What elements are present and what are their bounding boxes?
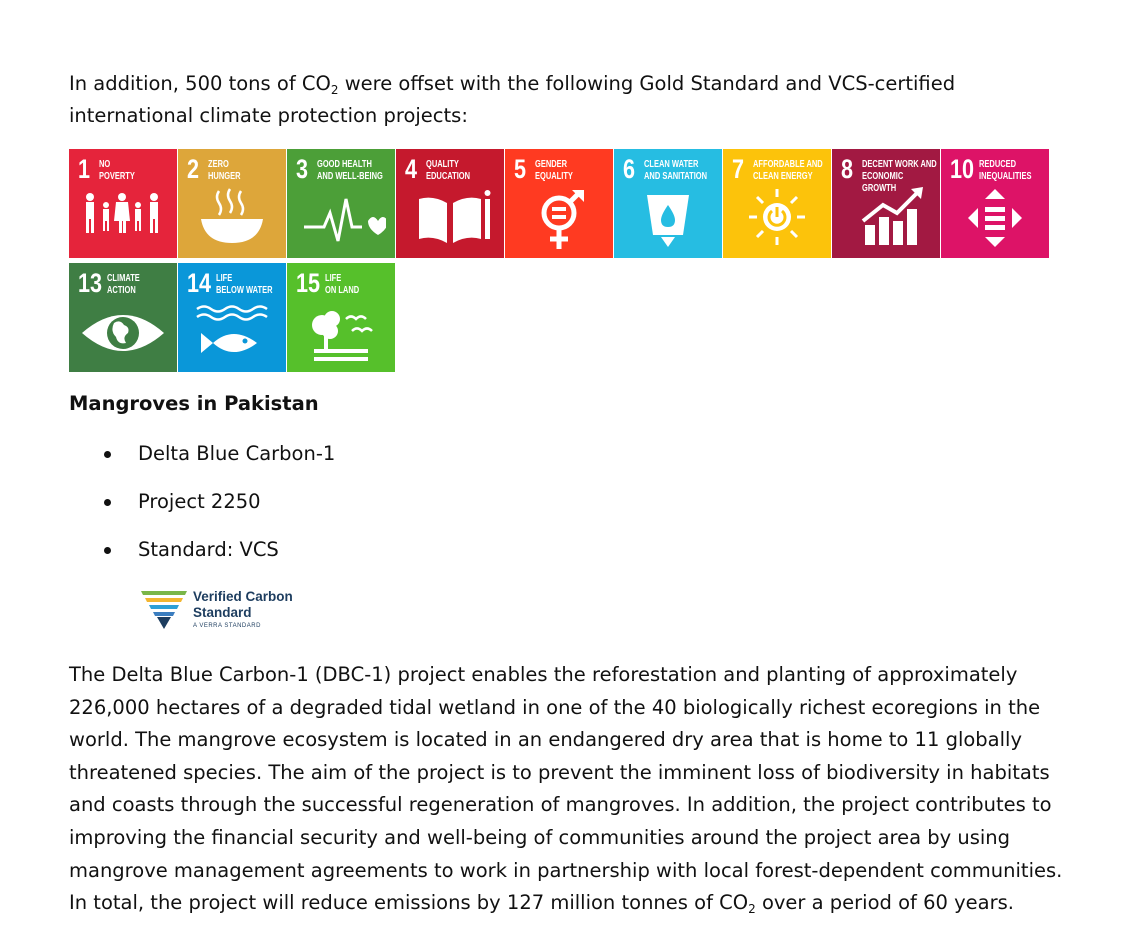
list-item-text: Project 2250 — [138, 490, 261, 513]
sdg-tile-1 — [69, 149, 177, 258]
sdg-row-1 — [69, 149, 1053, 258]
family-icon — [78, 187, 168, 251]
sdg-tile-13 — [69, 263, 177, 372]
intro-paragraph — [69, 68, 1069, 132]
sdg-row-2 — [69, 263, 1053, 372]
vcs-logo-line2: Standard — [193, 605, 252, 620]
sdg-label: CLEAN WATER AND SANITATION — [644, 159, 708, 182]
description-text: The Delta Blue Carbon-1 (DBC-1) project enables the reforestation and planting of approximately 226,000 hectares of a degraded tidal wetland in one of the 40 biologically richest ecoregions in the world. The mangrove ecosystem is located in an endangered dry area that is home to 11 globally threatened species. The aim of the project is to prevent the imminent loss of biodiversity in habitats and coasts through the successful regeneration of mangroves. In addition, the project contributes to improving the financial security and well-being of communities around the project area by using mangrove management agreements to work in partnership with local forest-dependent communities. In total, the project will reduce emissions by 127 million tonnes of CO — [69, 663, 1063, 915]
sdg-label: DECENT WORK AND ECONOMIC GROWTH — [862, 159, 937, 194]
bullet-list — [100, 436, 335, 580]
sdg-number: 8 — [841, 154, 854, 184]
sdg-tile-14 — [178, 263, 286, 372]
sdg-tile-6 — [614, 149, 722, 258]
sdg-number: 7 — [732, 154, 745, 184]
bullet-dot — [104, 499, 111, 506]
section-heading: Mangroves in Pakistan — [69, 392, 319, 415]
sdg-number: 5 — [514, 154, 527, 184]
sdg-number: 3 — [296, 154, 309, 184]
sdg-label: QUALITY EDUCATION — [426, 159, 471, 182]
sdg-label: LIFE ON LAND — [325, 273, 360, 296]
gender-icon — [514, 187, 604, 251]
sun-power-icon — [732, 187, 822, 251]
sdg-number: 13 — [78, 268, 103, 298]
sdg-label: REDUCED INEQUALITIES — [979, 159, 1032, 182]
list-item-text: Delta Blue Carbon-1 — [138, 442, 336, 465]
sdg-label: LIFE BELOW WATER — [216, 273, 273, 296]
heartbeat-icon — [296, 187, 386, 251]
sdg-tile-2 — [178, 149, 286, 258]
sdg-label: NO POVERTY — [99, 159, 135, 182]
sdg-label: AFFORDABLE AND CLEAN ENERGY — [753, 159, 823, 182]
list-item — [100, 484, 335, 532]
water-drop-icon — [623, 187, 713, 251]
sdg-number: 14 — [187, 268, 212, 298]
sdg-label: CLIMATE ACTION — [107, 273, 140, 296]
list-item — [100, 532, 335, 580]
book-icon — [405, 187, 495, 251]
list-item-text: Standard: VCS — [138, 538, 279, 561]
bullet-dot — [104, 451, 111, 458]
eye-globe-icon — [78, 301, 168, 365]
sdg-number: 10 — [950, 154, 975, 184]
vcs-logo — [141, 589, 311, 633]
description-text-end: over a period of 60 years. — [755, 891, 1014, 915]
tree-bird-icon — [296, 301, 386, 365]
fish-icon — [187, 301, 277, 365]
intro-text: In addition, 500 tons of CO — [69, 72, 331, 95]
sdg-tile-3 — [287, 149, 395, 258]
vcs-logo-line1: Verified Carbon — [193, 589, 293, 604]
project-description — [69, 659, 1079, 920]
bowl-icon — [187, 187, 277, 251]
sdg-number: 4 — [405, 154, 418, 184]
sdg-label: ZERO HUNGER — [208, 159, 241, 182]
sdg-number: 6 — [623, 154, 636, 184]
sdg-icon-grid — [69, 149, 1053, 377]
sdg-label: GENDER EQUALITY — [535, 159, 573, 182]
sdg-number: 1 — [78, 154, 91, 184]
sdg-tile-10 — [941, 149, 1049, 258]
intro-subscript: 2 — [330, 83, 339, 97]
sdg-number: 2 — [187, 154, 200, 184]
sdg-tile-5 — [505, 149, 613, 258]
sdg-tile-15 — [287, 263, 395, 372]
list-item — [100, 436, 335, 484]
intro-text-end: were offset with the following Gold Standard and VCS-certified international climate protection projects: — [69, 72, 956, 127]
vcs-check-icon — [141, 589, 187, 629]
vcs-logo-line3: A VERRA STANDARD — [193, 623, 261, 629]
growth-chart-icon — [841, 187, 931, 251]
sdg-number: 15 — [296, 268, 321, 298]
sdg-tile-8 — [832, 149, 940, 258]
sdg-tile-4 — [396, 149, 504, 258]
equality-arrows-icon — [950, 187, 1040, 251]
sdg-label: GOOD HEALTH AND WELL-BEING — [317, 159, 383, 182]
sdg-tile-7 — [723, 149, 831, 258]
description-subscript: 2 — [748, 902, 756, 917]
bullet-dot — [104, 547, 111, 554]
